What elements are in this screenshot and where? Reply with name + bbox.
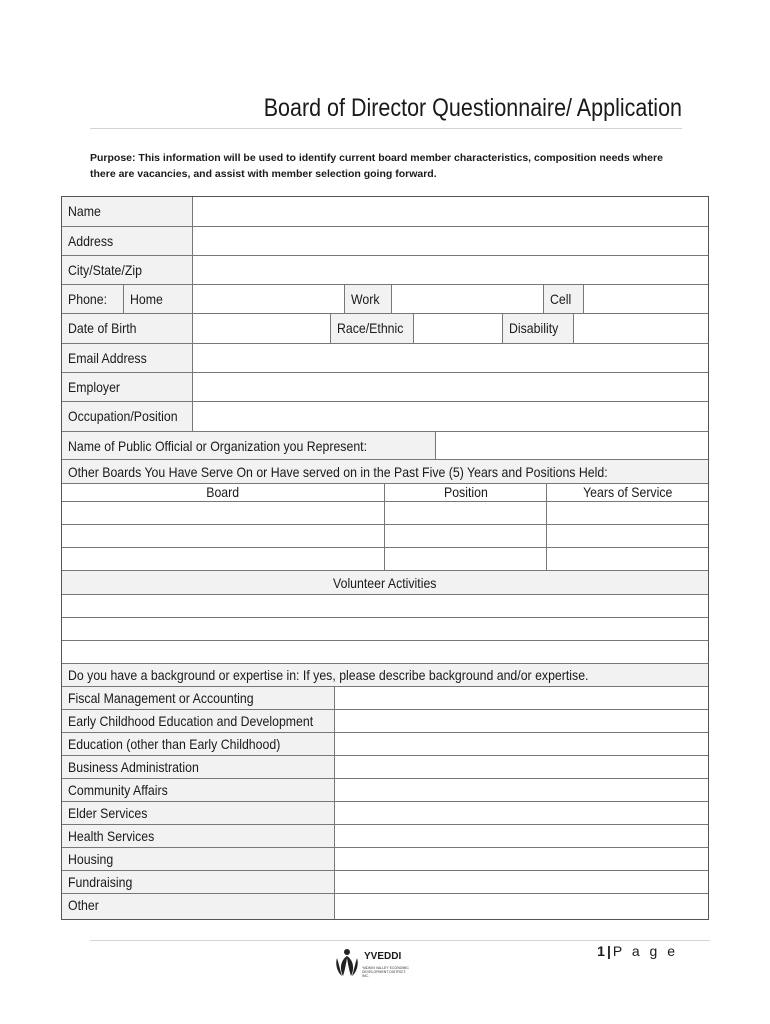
occupation-label: Occupation/Position <box>62 402 193 431</box>
board-position-field[interactable] <box>385 525 547 547</box>
expertise-field-fundraising[interactable] <box>335 871 708 893</box>
expertise-row <box>62 871 708 894</box>
board-name-field[interactable] <box>62 502 385 524</box>
address-label: Address <box>62 227 193 255</box>
board-years-field[interactable] <box>547 502 708 524</box>
dob-label: Date of Birth <box>62 314 193 343</box>
volunteer-heading: Volunteer Activities <box>62 571 708 594</box>
expertise-label-education: Education (other than Early Childhood) <box>62 733 335 755</box>
volunteer-field[interactable] <box>62 618 708 640</box>
expertise-row <box>62 802 708 825</box>
expertise-label-elder: Elder Services <box>62 802 335 824</box>
board-position-field[interactable] <box>385 548 547 570</box>
expertise-row <box>62 733 708 756</box>
expertise-row <box>62 710 708 733</box>
expertise-label-fiscal: Fiscal Management or Accounting <box>62 687 335 709</box>
page-number: 1 | P a g e <box>597 943 678 959</box>
occupation-field[interactable] <box>193 402 708 431</box>
volunteer-field[interactable] <box>62 595 708 617</box>
email-field[interactable] <box>193 344 708 372</box>
expertise-field-housing[interactable] <box>335 848 708 870</box>
board-name-field[interactable] <box>62 548 385 570</box>
race-ethnic-field[interactable] <box>414 314 503 343</box>
home-phone-label: Home <box>124 285 193 313</box>
logo-wordmark: YVEDDI <box>364 951 402 962</box>
volunteer-entry-row <box>62 595 708 618</box>
expertise-row <box>62 848 708 871</box>
volunteer-field[interactable] <box>62 641 708 663</box>
title-divider <box>90 128 682 129</box>
page-title: Board of Director Questionnaire/ Application <box>263 94 682 122</box>
represent-field[interactable] <box>436 432 708 459</box>
position-column-header: Position <box>385 484 547 501</box>
expertise-row <box>62 825 708 848</box>
city-state-zip-row <box>62 256 708 285</box>
dob-field[interactable] <box>193 314 331 343</box>
volunteer-entry-row <box>62 641 708 664</box>
represent-label: Name of Public Official or Organization you Represent: <box>62 432 436 459</box>
address-row <box>62 227 708 256</box>
employer-row <box>62 373 708 402</box>
board-entry-row <box>62 548 708 571</box>
employer-label: Employer <box>62 373 193 401</box>
expertise-label-housing: Housing <box>62 848 335 870</box>
volunteer-entry-row <box>62 618 708 641</box>
work-phone-label: Work <box>345 285 392 313</box>
expertise-label-community: Community Affairs <box>62 779 335 801</box>
expertise-label-fundraising: Fundraising <box>62 871 335 893</box>
board-entry-row <box>62 502 708 525</box>
email-row <box>62 344 708 373</box>
board-years-field[interactable] <box>547 525 708 547</box>
purpose-line-2: there are vacancies, and assist with member selection going forward. <box>90 168 437 180</box>
occupation-row <box>62 402 708 432</box>
purpose-line-1: Purpose: This information will be used to identify current board member characteristics, composition needs where <box>90 152 663 164</box>
cell-phone-label: Cell <box>544 285 584 313</box>
board-column-header: Board <box>62 484 385 501</box>
expertise-row <box>62 756 708 779</box>
board-entry-row <box>62 525 708 548</box>
disability-label: Disability <box>503 314 574 343</box>
race-ethnic-label: Race/Ethnic <box>331 314 414 343</box>
expertise-field-health[interactable] <box>335 825 708 847</box>
phone-label: Phone: <box>62 285 124 313</box>
logo-subtext: YADKIN VALLEY ECONOMIC DEVELOPMENT DISTRICT, INC. <box>362 966 409 978</box>
email-label: Email Address <box>62 344 193 372</box>
dob-row <box>62 314 708 344</box>
expertise-label-business: Business Administration <box>62 756 335 778</box>
name-field[interactable] <box>193 197 708 226</box>
footer-divider <box>90 940 710 941</box>
home-phone-field[interactable] <box>193 285 345 313</box>
boards-header-row <box>62 484 708 502</box>
employer-field[interactable] <box>193 373 708 401</box>
represent-row <box>62 432 708 460</box>
address-field[interactable] <box>193 227 708 255</box>
phone-row <box>62 285 708 314</box>
expertise-field-fiscal[interactable] <box>335 687 708 709</box>
city-state-zip-field[interactable] <box>193 256 708 284</box>
expertise-label-health: Health Services <box>62 825 335 847</box>
expertise-label-other: Other <box>62 894 335 919</box>
expertise-heading: Do you have a background or expertise in: If yes, please describe background and/or expertise. <box>62 664 708 686</box>
expertise-field-community[interactable] <box>335 779 708 801</box>
expertise-field-business[interactable] <box>335 756 708 778</box>
city-state-zip-label: City/State/Zip <box>62 256 193 284</box>
disability-field[interactable] <box>574 314 708 343</box>
boards-heading-row <box>62 460 708 484</box>
expertise-field-early-childhood[interactable] <box>335 710 708 732</box>
expertise-label-early-childhood: Early Childhood Education and Development <box>62 710 335 732</box>
boards-heading: Other Boards You Have Serve On or Have served on in the Past Five (5) Years and Positions Held: <box>62 460 708 483</box>
board-years-field[interactable] <box>547 548 708 570</box>
application-form <box>61 196 709 920</box>
cell-phone-field[interactable] <box>584 285 708 313</box>
expertise-field-education[interactable] <box>335 733 708 755</box>
expertise-heading-row <box>62 664 708 687</box>
years-column-header: Years of Service <box>582 484 673 500</box>
volunteer-heading-row <box>62 571 708 595</box>
board-name-field[interactable] <box>62 525 385 547</box>
name-row <box>62 197 708 227</box>
work-phone-field[interactable] <box>392 285 544 313</box>
board-position-field[interactable] <box>385 502 547 524</box>
expertise-row <box>62 779 708 802</box>
expertise-row <box>62 894 708 919</box>
expertise-row <box>62 687 708 710</box>
name-label: Name <box>62 197 193 226</box>
expertise-field-elder[interactable] <box>335 802 708 824</box>
purpose-statement <box>90 150 710 182</box>
expertise-field-other[interactable] <box>335 894 708 919</box>
